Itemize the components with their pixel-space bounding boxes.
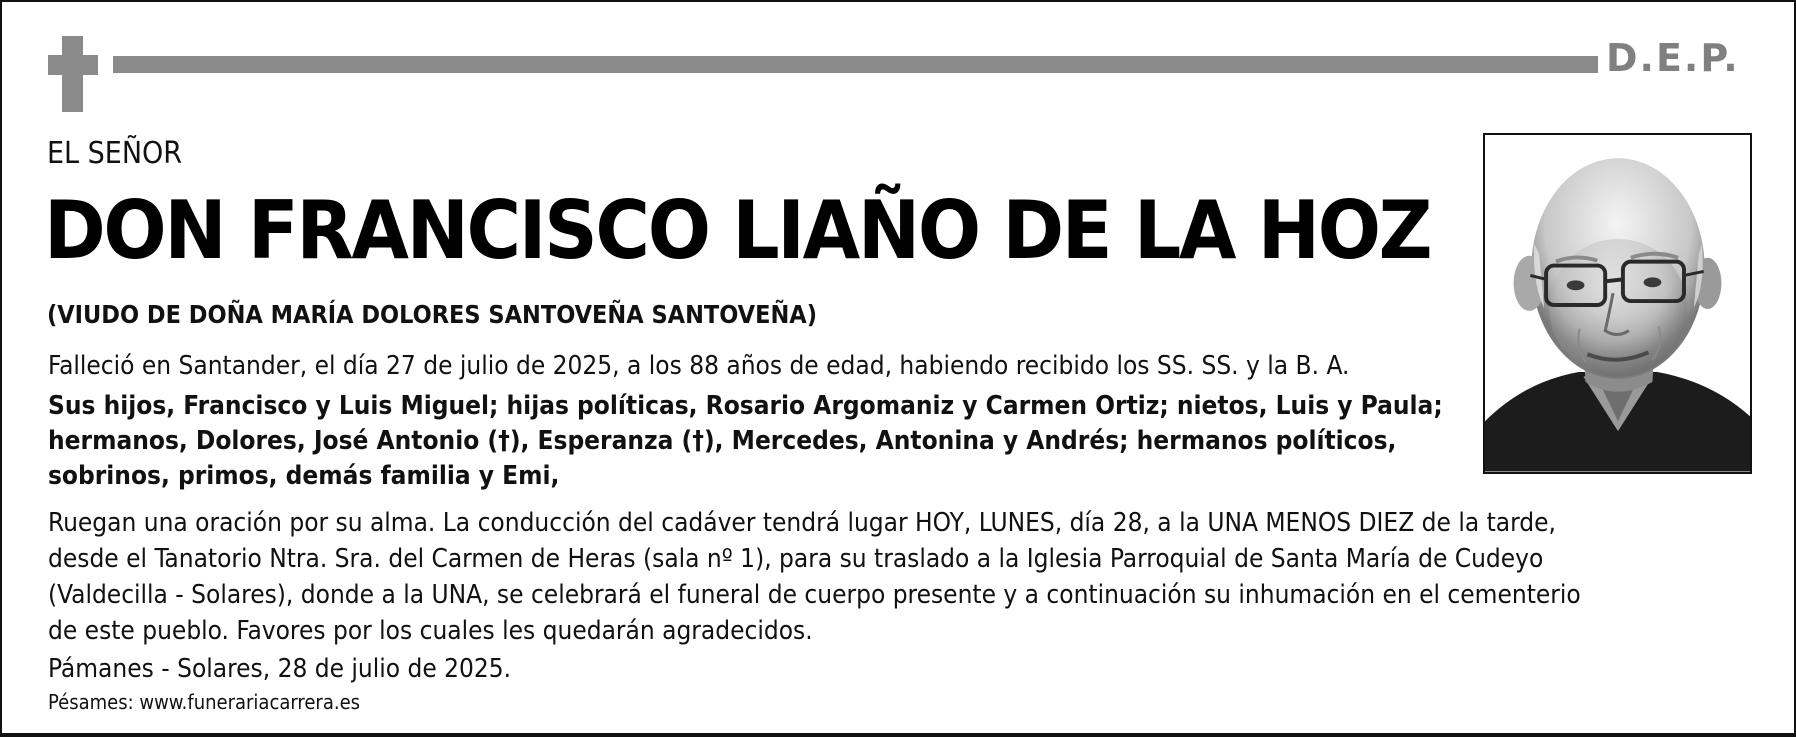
service-line: (Valdecilla - Solares), donde a la UNA, se celebrará el funeral de cuerpo presente y a continuación su inhumación en el cementerio: [48, 580, 1581, 610]
service-line: de este pueblo. Favores por los cuales les quedarán agradecidos.: [48, 616, 813, 646]
family-line: hermanos, Dolores, José Antonio (†), Esperanza (†), Mercedes, Antonina y Andrés; hermanos políticos,: [48, 426, 1397, 456]
condolences-link[interactable]: Pésames: www.funerariacarrera.es: [48, 690, 361, 714]
service-line: desde el Tanatorio Ntra. Sra. del Carmen de Heras (sala nº 1), para su traslado a la Iglesia Parroquial de Santa María de Cudeyo: [48, 544, 1544, 574]
place-date: Pámanes - Solares, 28 de julio de 2025.: [48, 654, 512, 684]
dep-label: D.E.P.: [1606, 36, 1740, 80]
portrait-photo: [1483, 133, 1752, 474]
service-line: Ruegan una oración por su alma. La conducción del cadáver tendrá lugar HOY, LUNES, día 28, a la UNA MENOS DIEZ de la tarde,: [48, 508, 1556, 538]
header-rule: [113, 56, 1598, 73]
family-list: [48, 389, 1443, 494]
death-notice: Falleció en Santander, el día 27 de julio de 2025, a los 88 años de edad, habiendo recibido los SS. SS. y la B. A.: [48, 351, 1350, 381]
honorific-prefix: EL SEÑOR: [47, 136, 183, 171]
family-line: sobrinos, primos, demás familia y Emi,: [48, 461, 560, 491]
service-details: [48, 505, 1581, 649]
portrait-illustration: [1485, 135, 1750, 472]
deceased-name: DON FRANCISCO LIAÑO DE LA HOZ: [44, 184, 1431, 277]
cross-icon-bar: [48, 55, 98, 75]
family-line: Sus hijos, Francisco y Luis Miguel; hijas políticas, Rosario Argomaniz y Carmen Ortiz; nietos, Luis y Paula;: [48, 391, 1443, 421]
widow-note: (VIUDO DE DOÑA MARÍA DOLORES SANTOVEÑA SANTOVEÑA): [47, 300, 817, 329]
